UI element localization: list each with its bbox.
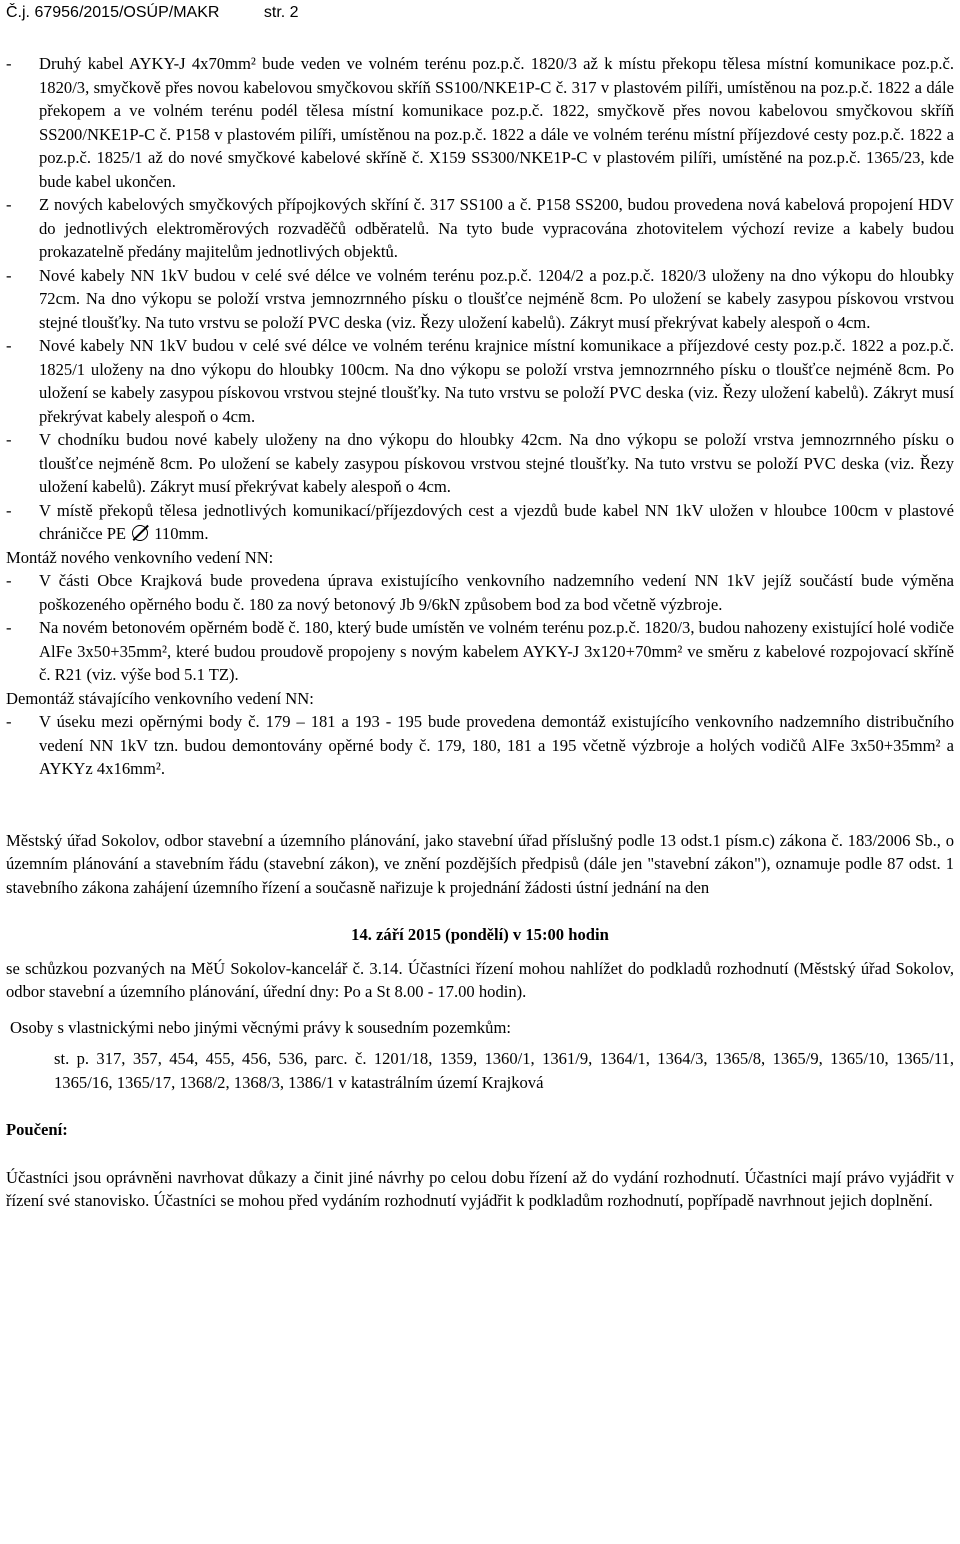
announcement-paragraph: Městský úřad Sokolov, odbor stavební a územního plánování, jako stavební úřad příslušný podle 13 odst.1 písm.c) zákona č. 183/2006 Sb., o územním plánování a stavebním řádu (stavební zákon), ve znění pozdějších předpisů (dále jen "stavební zákon"), oznamuje podle 87 odst. 1 stavebního zákona zahájení územního řízení a současně nařizuje k projednání žádosti ústní jednání na den bbox=[6, 830, 954, 897]
meeting-paragraph: se schůzkou pozvaných na MěÚ Sokolov-kancelář č. 3.14. Účastníci řízení mohou nahlížet do podkladů rozhodnutí (Městský úřad Sokolov, odbor stavební a územního plánování, úřední dny: Po a St 8.00 - 17.00 hodin). bbox=[6, 958, 954, 1001]
list-item-text: V části Obce Krajková bude provedena úprava existujícího venkovního nadzemního vedení NN 1kV jejíž součástí bude výměna poškozeného opěrného bodu č. 180 za nový betonový Jb 9/6kN způsobem bod za bod včetně výzbroje. bbox=[39, 571, 954, 614]
page-number: str. 2 bbox=[263, 4, 299, 21]
diameter-symbol-icon bbox=[132, 525, 148, 541]
list-item: - V úseku mezi opěrnými body č. 179 – 181 a 193 - 195 bude provedena demontáž existujícího venkovního nadzemního distribučního vedení NN 1kV tzn. budou demontovány opěrné body č. 179, 180, 181 a 195 včetně výzbroje a holých vodičů AlFe 3x50+35mm² a AYKYz 4x16mm². bbox=[6, 710, 954, 781]
instruction-heading: Poučení: bbox=[6, 1120, 68, 1139]
list-item: - V části Obce Krajková bude provedena úprava existujícího venkovního nadzemního vedení NN 1kV jejíž součástí bude výměna poškozeného opěrného bodu č. 180 za nový betonový Jb 9/6kN způsobem bod za bod včetně výzbroje. bbox=[6, 569, 954, 616]
list-item-text: V chodníku budou nové kabely uloženy na dno výkopu do hloubky 42cm. Na dno výkopu se položí vrstva jemnozrnného písku o tloušťce nejméně 8cm. Po uložení se kabely zasypou pískovou vrstvou stejné tloušťky. Na tuto vrstvu se položí PVC deska (viz. Řezy uložení kabelů). Zákryt musí překrývat kabely alespoň o 4cm. bbox=[39, 430, 954, 496]
list-item: - Z nových kabelových smyčkových přípojkových skříní č. 317 SS100 a č. P158 SS200, budou provedena nová kabelová propojení HDV do jednotlivých elektroměrových rozvaděčů odběratelů. Na tyto bude vypracována zhotovitelem výchozí revize a kabely budou prokazatelně předány majitelům jednotlivých objektů. bbox=[6, 193, 954, 264]
list-item-text: V úseku mezi opěrnými body č. 179 – 181 a 193 - 195 bude provedena demontáž existujícího venkovního nadzemního distribučního vedení NN 1kV tzn. budou demontovány opěrné body č. 179, 180, 181 a 195 včetně výzbroje a holých vodičů AlFe 3x50+35mm² a AYKYz 4x16mm². bbox=[39, 712, 954, 778]
list-item: - Na novém betonovém opěrném bodě č. 180, který bude umístěn ve volném terénu poz.p.č. 1820/3, budou nahozeny existující holé vodiče AlFe 3x50+35mm², které budou proudově propojeny s novým kabelem AYKY-J 3x120+70mm² ve směru z kabelové rozpojovací skříně č. R21 (viz. výše bod 5.1 TZ). bbox=[6, 616, 954, 687]
instruction-text: Účastníci jsou oprávněni navrhovat důkazy a činit jiné návrhy po celou dobu řízení až do vydání rozhodnutí. Účastníci mají právo vyjádřit v řízení své stanovisko. Účastníci se mohou před vydáním rozhodnutí vyjádřit k podkladům rozhodnutí, popřípadě navrhnout jejich doplnění. bbox=[6, 1167, 954, 1210]
list-item-text: Z nových kabelových smyčkových přípojkových skříní č. 317 SS100 a č. P158 SS200, budou provedena nová kabelová propojení HDV do jednotlivých elektroměrových rozvaděčů odběratelů. Na tyto bude vypracována zhotovitelem výchozí revize a kabely budou prokazatelně předány majitelům jednotlivých objektů. bbox=[39, 195, 954, 261]
page-header bbox=[6, 0, 299, 26]
list-item: - Nové kabely NN 1kV budou v celé své délce ve volném terénu poz.p.č. 1204/2 a poz.p.č. 1820/3 uloženy na dno výkopu do hloubky 72cm. Na dno výkopu se položí vrstva jemnozrnného písku o tloušťce nejméně 8cm. Po uložení se kabely zasypou pískovou vrstvou stejné tloušťky. Na tuto vrstvu se položí PVC deska (viz. Řezy uložení kabelů). Zákryt musí překrývat kabely alespoň o 4cm. bbox=[6, 264, 954, 335]
list-item-text: V místě překopů tělesa jednotlivých komunikací/příjezdových cest a vjezdů bude kabel NN 1kV uložen v hloubce 100cm v plastové chráničce PE 110mm. bbox=[39, 500, 954, 543]
document-body bbox=[6, 52, 954, 1213]
section-heading-montaz: Montáž nového venkovního vedení NN: bbox=[6, 547, 274, 567]
list-item: - Druhý kabel AYKY-J 4x70mm² bude veden ve volném terénu poz.p.č. 1820/3 až k místu překopu tělesa místní komunikace poz.p.č. 1820/3, smyčkově přes novou kabelovou smyčkovou skříň SS100/NKE1P-C č. 317 v plastovém pilíři, umístěnou na poz.p.č. 1822 a dále překopem a ve volném terénu podél tělesa místní komunikace poz.p.č. 1822, smyčkově přes novou kabelovou smyčkovou skříň SS200/NKE1P-C č. P158 v plastovém pilíři, umístěnou na poz.p.č. 1822 a dále ve volném terénu místní příjezdové cesty poz.p.č. 1822 a poz.p.č. 1825/1 až do nové smyčkové kabelové skříně č. X159 SS300/NKE1P-C v plastovém pilíři, umístěné na poz.p.č. 1365/23, kde bude kabel ukončen. bbox=[6, 52, 954, 193]
list-item: - V místě překopů tělesa jednotlivých komunikací/příjezdových cest a vjezdů bude kabel NN 1kV uložen v hloubce 100cm v plastové chráničce PE 110mm. bbox=[6, 499, 954, 546]
owners-parcels: st. p. 317, 357, 454, 455, 456, 536, parc. č. 1201/18, 1359, 1360/1, 1361/9, 1364/1, 1364/3, 1365/8, 1365/9, 1365/10, 1365/11, 1365/16, 1365/17, 1368/2, 1368/3, 1386/1 v katastrálním území Krajková bbox=[54, 1049, 954, 1092]
list-item: - V chodníku budou nové kabely uloženy na dno výkopu do hloubky 42cm. Na dno výkopu se položí vrstva jemnozrnného písku o tloušťce nejméně 8cm. Po uložení se kabely zasypou pískovou vrstvou stejné tloušťky. Na tuto vrstvu se položí PVC deska (viz. Řezy uložení kabelů). Zákryt musí překrývat kabely alespoň o 4cm. bbox=[6, 428, 954, 499]
list-item-text: Nové kabely NN 1kV budou v celé své délce ve volném terénu poz.p.č. 1204/2 a poz.p.č. 1820/3 uloženy na dno výkopu do hloubky 72cm. Na dno výkopu se položí vrstva jemnozrnného písku o tloušťce nejméně 8cm. Po uložení se kabely zasypou pískovou vrstvou stejné tloušťky. Na tuto vrstvu se položí PVC deska (viz. Řezy uložení kabelů). Zákryt musí překrývat kabely alespoň o 4cm. bbox=[39, 265, 954, 332]
owners-heading: Osoby s vlastnickými nebo jinými věcnými právy k sousedním pozemkům: bbox=[10, 1017, 511, 1037]
list-item-text: Na novém betonovém opěrném bodě č. 180, který bude umístěn ve volném terénu poz.p.č. 1820/3, budou nahozeny existující holé vodiče AlFe 3x50+35mm², které budou proudově propojeny s novým kabelem AYKY-J 3x120+70mm² ve směru z kabelové rozpojovací skříně č. R21 (viz. výše bod 5.1 TZ). bbox=[39, 618, 954, 684]
list-item: - Nové kabely NN 1kV budou v celé své délce ve volném terénu krajnice místní komunikace a příjezdové cesty poz.p.č. 1822 a poz.p.č. 1825/1 uloženy na dno výkopu do hloubky 100cm. Na dno výkopu se položí vrstva jemnozrnného písku o tloušťce nejméně 8cm. Po uložení se kabely zasypou pískovou vrstvou stejné tloušťky. Na tuto vrstvu se položí PVC deska (viz. Řezy uložení kabelů). Zákryt musí překrývat kabely alespoň o 4cm. bbox=[6, 334, 954, 428]
section-heading-demontaz: Demontáž stávajícího venkovního vedení NN: bbox=[6, 688, 314, 708]
list-item-text: Nové kabely NN 1kV budou v celé své délce ve volném terénu krajnice místní komunikace a příjezdové cesty poz.p.č. 1822 a poz.p.č. 1825/1 uloženy na dno výkopu do hloubky 100cm. Na dno výkopu se položí vrstva jemnozrnného písku o tloušťce nejméně 8cm. Po uložení se kabely zasypou pískovou vrstvou stejné tloušťky. Na tuto vrstvu se položí PVC deska (viz. Řezy uložení kabelů). Zákryt musí překrývat kabely alespoň o 4cm. bbox=[39, 336, 954, 426]
hearing-date: 14. září 2015 (pondělí) v 15:00 hodin bbox=[351, 925, 609, 944]
reference-number: Č.j. 67956/2015/OSÚP/MAKR bbox=[6, 4, 220, 21]
list-item-text: Druhý kabel AYKY-J 4x70mm² bude veden ve volném terénu poz.p.č. 1820/3 až k místu překopu tělesa místní komunikace poz.p.č. 1820/3, smyčkově přes novou kabelovou smyčkovou skříň SS100/NKE1P-C č. 317 v plastovém pilíři, umístěnou na poz.p.č. 1822 a dále překopem a ve volném terénu podél tělesa místní komunikace poz.p.č. 1822, smyčkově přes novou kabelovou smyčkovou skříň SS200/NKE1P-C č. P158 v plastovém pilíři, umístěnou na poz.p.č. 1822 a dále ve volném terénu místní příjezdové cesty poz.p.č. 1822 a poz.p.č. 1825/1 až do nové smyčkové kabelové skříně č. X159 SS300/NKE1P-C v plastovém pilíři, umístěné na poz.p.č. 1365/23, kde bude kabel ukončen. bbox=[39, 54, 954, 191]
